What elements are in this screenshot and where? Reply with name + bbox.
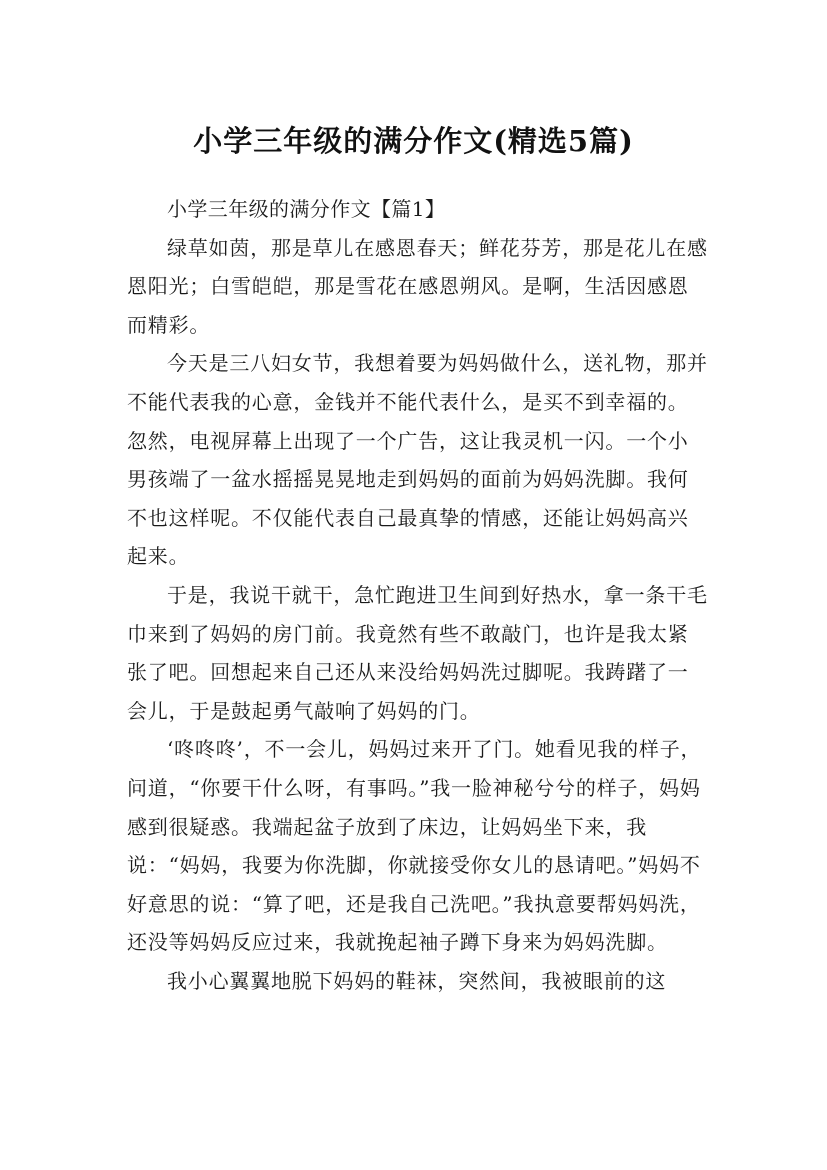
paragraph: 我小心翼翼地脱下妈妈的鞋袜，突然间，我被眼前的这 (167, 968, 667, 993)
page-title: 小学三年级的满分作文(精选5篇) (193, 124, 634, 159)
paragraph: ‘咚咚咚’，不一会儿，妈妈过来开了门。她看见我的样子，问道，“你要干什么呀，有事吗。”我一脸神秘兮兮的样子，妈妈感到很疑惑。我端起盆子放到了床边，让妈妈坐下来，我说：“妈妈，我要为你洗脚，你就接受你女儿的恳请吧。”妈妈不好意思的说：“算了吧，还是我自己洗吧。”我执意要帮妈妈洗，还没等妈妈反应过来，我就挽起袖子蹲下身来为妈妈洗脚。 (127, 737, 702, 955)
paragraph: 绿草如茵，那是草儿在感恩春天；鲜花芬芳，那是花儿在感恩阳光；白雪皑皑，那是雪花在感恩朔风。是啊，生活因感恩而精彩。 (127, 235, 708, 337)
paragraph: 今天是三八妇女节，我想着要为妈妈做什么，送礼物，那并不能代表我的心意，金钱并不能代表什么，是买不到幸福的。忽然，电视屏幕上出现了一个广告，这让我灵机一闪。一个小男孩端了一盆水摇摇晃晃地走到妈妈的面前为妈妈洗脚。我何不也这样呢。不仅能代表自己最真挚的情感，还能让妈妈高兴起来。 (127, 351, 708, 569)
section-heading: 小学三年级的满分作文【篇1】 (167, 197, 446, 221)
paragraph: 于是，我说干就干，急忙跑进卫生间到好热水，拿一条干毛巾来到了妈妈的房门前。我竟然有些不敢敲门，也许是我太紧张了吧。回想起来自己还从来没给妈妈洗过脚呢。我踌躇了一会儿，于是鼓起勇气敲响了妈妈的门。 (127, 582, 708, 723)
article-body (127, 190, 709, 1000)
